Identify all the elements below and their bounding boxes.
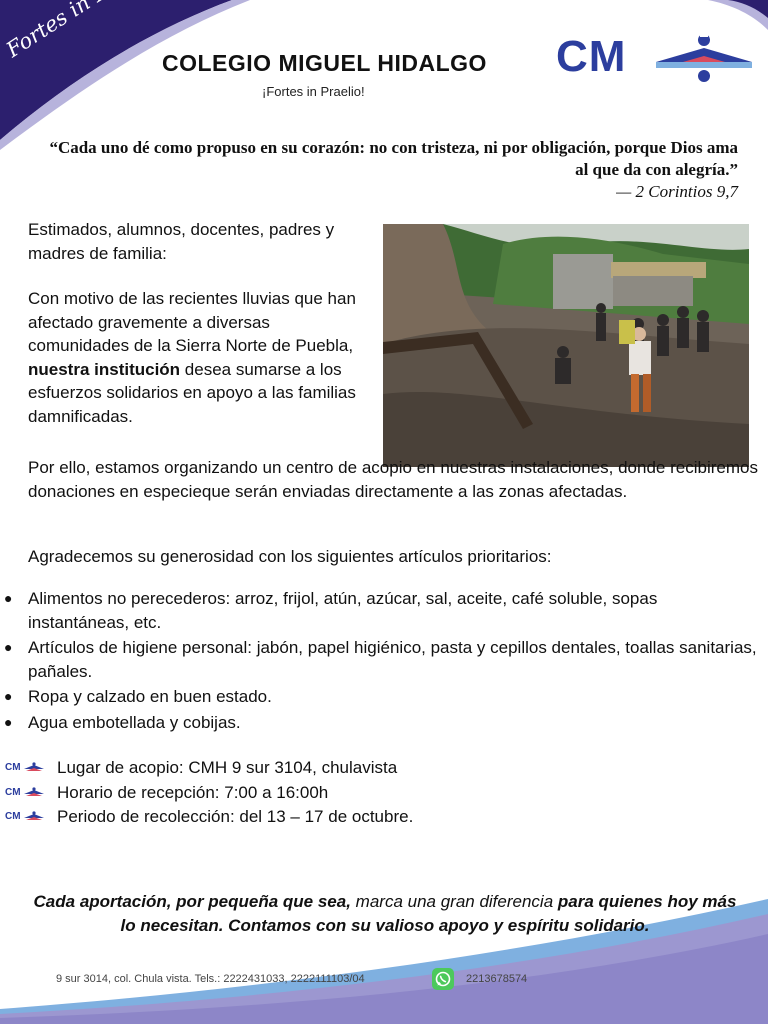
list-item — [4, 711, 758, 735]
closing-part-3: para quienes hoy más lo necesitan. Contamos con su valioso apoyo y espíritu solidario. — [120, 892, 737, 935]
quote-text: “Cada uno dé como propuso en su corazón: no con tristeza, ni por obligación, porque Dios ama al que da con alegría.” — [49, 138, 738, 179]
intro-text-end: desea sumarse a los esfuerzos solidarios en apoyo a las familias damnificadas. — [28, 359, 356, 426]
footer-address: 9 sur 3014, col. Chula vista. Tels.: 2222431033, 2222111103/04 — [56, 973, 365, 985]
school-motto: ¡Fortes in Praelio! — [262, 84, 365, 99]
intro-text-bold: nuestra institución — [28, 359, 181, 379]
whatsapp-number[interactable]: 2213678574 — [466, 973, 528, 985]
school-name: COLEGIO MIGUEL HIDALGO — [162, 50, 487, 76]
info-period — [5, 805, 413, 830]
bullet-icon: ● — [4, 688, 13, 704]
bullet-icon: ● — [4, 713, 13, 730]
list-item — [4, 636, 758, 683]
closing-message — [30, 890, 740, 938]
mini-logo-icon: CM — [5, 810, 45, 824]
quote-reference: — 2 Corintios 9,7 — [616, 182, 738, 201]
collection-center-paragraph: Por ello, estamos organizando un centro de acopio en nuestras instalaciones, donde recibiremos donaciones en especieque serán enviadas directamente a las zonas afectadas. — [28, 458, 758, 501]
closing-part-2: marca una gran diferencia — [350, 892, 558, 911]
school-logo — [556, 32, 752, 84]
greeting: Estimados, alumnos, docentes, padres y madres de familia: — [28, 220, 335, 263]
list-item-text: Ropa y calzado en buen estado. — [28, 687, 272, 706]
period-text: Periodo de recolección: del 13 – 17 de octubre. — [57, 807, 414, 826]
hours-text: Horario de recepción: 7:00 a 16:00h — [57, 782, 329, 802]
logo-emblem-icon — [656, 32, 752, 84]
logo-text: CM — [556, 32, 627, 81]
intro-text-start: Con motivo de las recientes lluvias que han afectado gravemente a diversas comunidades de la Sierra Norte de Puebla, — [28, 289, 356, 355]
bible-quote — [38, 137, 738, 203]
info-hours — [5, 781, 413, 806]
thanks-paragraph: Agradecemos su generosidad con los siguientes artículos prioritarios: — [28, 547, 552, 566]
bullet-icon: ● — [4, 590, 13, 606]
location-text: Lugar de acopio: CMH 9 sur 3104, chulavista — [57, 758, 398, 777]
info-location — [5, 756, 413, 781]
list-item — [4, 587, 758, 634]
list-item-text: Alimentos no perecederos: arroz, frijol, atún, azúcar, sal, aceite, café soluble, sopas instantáneas, etc. — [28, 589, 658, 632]
priority-items-list — [4, 587, 758, 736]
whatsapp-icon — [432, 968, 454, 990]
list-item — [4, 685, 758, 709]
flood-relief-photo — [383, 224, 749, 467]
list-item-text: Artículos de higiene personal: jabón, papel higiénico, pasta y cepillos dentales, toallas sanitarias, pañales. — [28, 638, 757, 681]
closing-part-1: Cada aportación, por pequeña que sea, — [33, 892, 351, 911]
mini-logo-icon: CM — [5, 786, 45, 800]
intro-paragraph — [28, 287, 373, 428]
mini-logo-icon: CM — [5, 761, 45, 775]
list-item-text: Agua embotellada y cobijas. — [28, 712, 241, 732]
bullet-icon: ● — [4, 639, 13, 655]
collection-info — [5, 756, 413, 830]
